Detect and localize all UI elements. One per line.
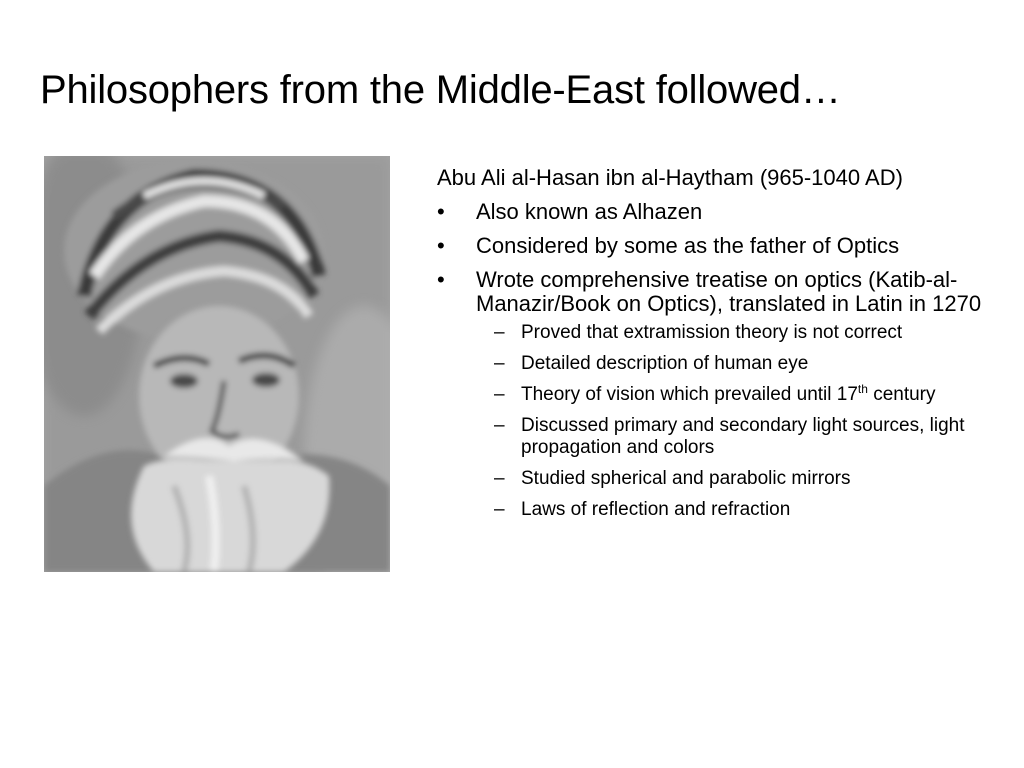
sub-bullet-item (437, 384, 987, 406)
portrait-image (44, 156, 390, 572)
bullet-marker: • (437, 199, 445, 224)
sub-bullet-text: Studied spherical and parabolic mirrors (521, 468, 851, 489)
sub-bullet-marker: – (494, 415, 505, 436)
bullet-item (437, 268, 987, 316)
sub-bullet-text: Discussed primary and secondary light sources, light propagation and colors (521, 415, 965, 458)
sub-bullet-marker: – (494, 499, 505, 520)
sub-bullet-marker: – (494, 468, 505, 489)
bullet-marker: • (437, 267, 445, 292)
bullet-text: Considered by some as the father of Optics (476, 233, 900, 258)
slide-body (437, 166, 987, 530)
slide-title: Philosophers from the Middle-East followed… (40, 68, 841, 112)
bullet-text: Wrote comprehensive treatise on optics (Katib-al-Manazir/Book on Optics), translated in Latin in 1270 (476, 267, 982, 316)
sub-bullet-text-part: century (867, 384, 936, 405)
sub-bullet-marker: – (494, 322, 505, 343)
sub-bullet-item (437, 415, 987, 459)
sub-bullet-marker: – (494, 353, 505, 374)
superscript-th: th (857, 382, 868, 396)
sub-bullet-text: Detailed description of human eye (521, 353, 809, 374)
sub-bullet-text (521, 384, 936, 405)
sub-bullet-text: Proved that extramission theory is not correct (521, 322, 903, 343)
intro-line: Abu Ali al-Hasan ibn al-Haytham (965-1040 AD) (437, 165, 903, 190)
sub-bullet-item (437, 468, 987, 490)
sub-bullet-list (437, 322, 987, 521)
bullet-item (437, 234, 987, 258)
sub-bullet-item (437, 499, 987, 521)
sub-bullet-text-part: Theory of vision which prevailed until 17 (521, 384, 858, 405)
bullet-text: Also known as Alhazen (476, 199, 703, 224)
bullet-item (437, 200, 987, 224)
sub-bullet-marker: – (494, 384, 505, 405)
bullet-marker: • (437, 233, 445, 258)
sub-bullet-text: Laws of reflection and refraction (521, 499, 791, 520)
sub-bullet-item (437, 322, 987, 344)
sub-bullet-item (437, 353, 987, 375)
